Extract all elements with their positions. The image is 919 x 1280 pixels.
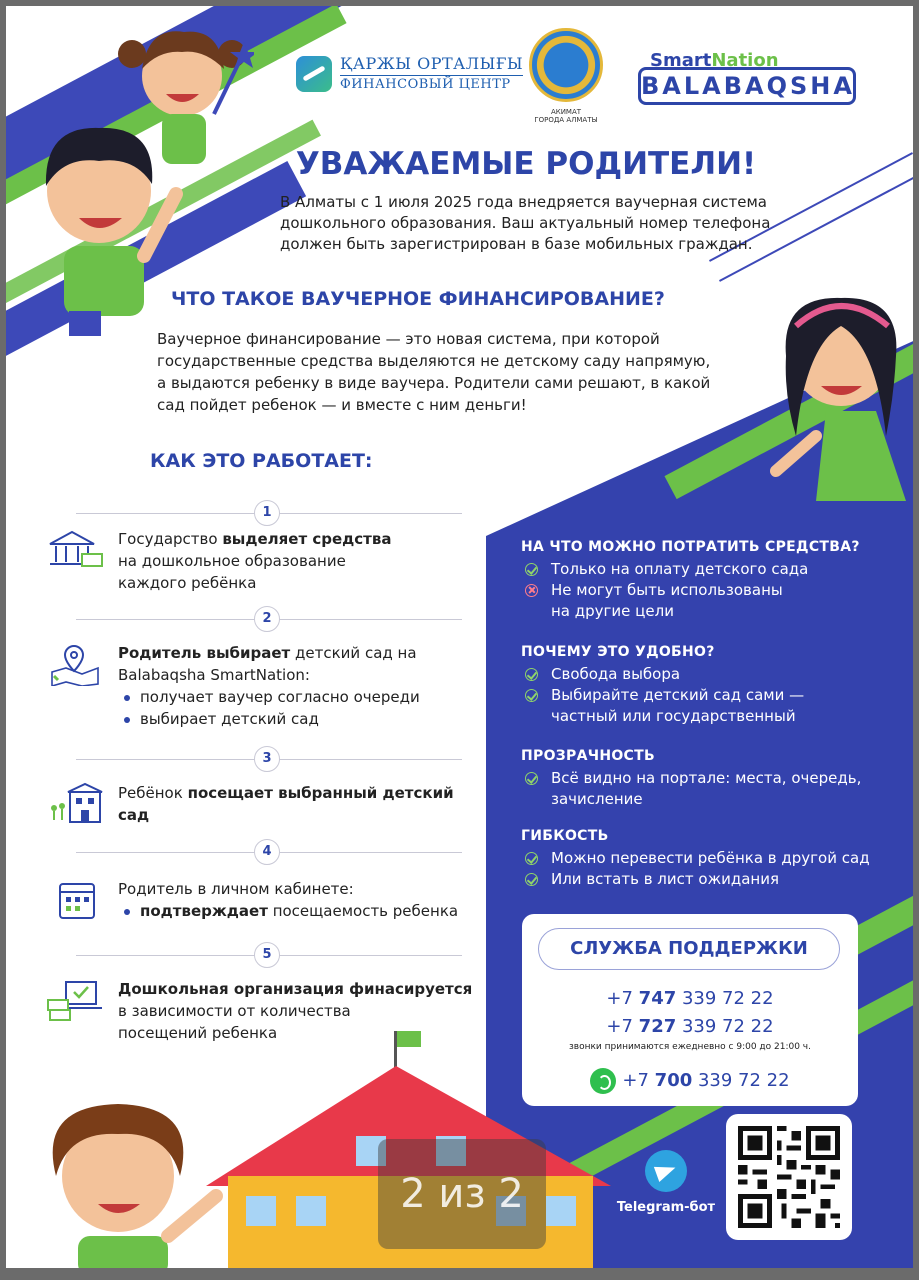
- step-4-bullet-rest: посещаемость ребенка: [267, 902, 459, 920]
- whatsapp-icon: [590, 1068, 616, 1094]
- flex-heading: ГИБКОСТЬ: [521, 828, 609, 844]
- step-5: [46, 978, 486, 1044]
- sn-nation: Nation: [711, 50, 779, 71]
- phone-rest: 339 72 22: [676, 1016, 774, 1037]
- logo-line-ru: ФИНАНСОВЫЙ ЦЕНТР: [340, 75, 523, 92]
- flex-section: [521, 828, 901, 890]
- transparency-section: [521, 748, 901, 810]
- step-3-bold: посещает выбранный детский сад: [118, 784, 454, 824]
- transparency-heading: ПРОЗРАЧНОСТЬ: [521, 748, 655, 764]
- step-4-bullet: [118, 900, 458, 922]
- step-5-bold: Дошкольная организация финасируется: [118, 980, 473, 998]
- check-icon: [525, 668, 538, 681]
- step-number: 3: [254, 746, 280, 772]
- emblem-caption-2: ГОРОДА АЛМАТЫ: [534, 116, 598, 125]
- panel-list-item: [521, 768, 901, 810]
- step-1: [46, 528, 486, 594]
- check-icon: [525, 772, 538, 785]
- what-text: Ваучерное финансирование — это новая система, при которой государственные средства выделяются не детскому саду напрямую, а выдаются ребенку в виде ваучера. Родители сами решают, в какой сад пойдет ребенок — и вместе с ним деньги!: [157, 330, 711, 414]
- phone-prefix: +7: [606, 1016, 639, 1037]
- telegram-bot-link[interactable]: [611, 1150, 721, 1215]
- phone-prefix: +7: [606, 988, 639, 1009]
- page-indicator: 2 из 2: [378, 1139, 546, 1249]
- panel-item-text: Свобода выбора: [551, 665, 681, 683]
- panel-item-text: Выбирайте детский сад сами — частный или государственный: [551, 686, 805, 725]
- money-laptop-icon: [46, 978, 104, 1022]
- call-hours: звонки принимаются ежедневно с 9:00 до 21:00 ч.: [569, 1042, 811, 1052]
- boy-waving-illustration: [24, 106, 184, 336]
- whatsapp-phone-700[interactable]: [522, 1068, 858, 1094]
- qr-code[interactable]: [726, 1114, 852, 1240]
- why-heading: ПОЧЕМУ ЭТО УДОБНО?: [521, 644, 715, 660]
- emblem-caption-1: АКИМАТ: [550, 108, 582, 116]
- spend-heading: НА ЧТО МОЖНО ПОТРАТИТЬ СРЕДСТВА?: [521, 539, 860, 555]
- step-2: [46, 642, 486, 730]
- running-girl-illustration: [766, 286, 913, 526]
- step-3: [46, 782, 486, 826]
- step-2-bullet: выбирает детский сад: [118, 708, 486, 730]
- logo-line-kz: ҚАРЖЫ ОРТАЛЫҒЫ: [340, 54, 524, 74]
- phone-prefix: +7: [622, 1070, 655, 1091]
- step-number: 2: [254, 606, 280, 632]
- panel-item-text: Не могут быть использованы на другие цели: [551, 581, 783, 620]
- check-icon: [525, 563, 538, 576]
- check-icon: [525, 852, 538, 865]
- almaty-akimat-emblem: [527, 28, 605, 125]
- phone-code: 727: [638, 1016, 677, 1037]
- finance-center-logo-icon: [296, 56, 332, 92]
- phone-code: 700: [654, 1070, 693, 1091]
- panel-item-text: Можно перевести ребёнка в другой сад: [551, 849, 870, 867]
- step-1-pre: Государство: [118, 530, 223, 548]
- step-1-post: на дошкольное образование каждого ребёнка: [118, 552, 346, 592]
- panel-list-item: [521, 559, 901, 580]
- step-number: 4: [254, 839, 280, 865]
- telegram-label: Telegram-бот: [616, 1200, 716, 1215]
- panel-list-item: [521, 580, 901, 622]
- panel-list-item: [521, 664, 901, 685]
- finance-center-logo: [296, 56, 523, 92]
- intro-text: В Алматы с 1 июля 2025 года внедряется ваучерная система дошкольного образования. Ваш актуальный номер телефона должен быть зарегистрирован в базе мобильных граждан.: [280, 193, 771, 253]
- step-number: 5: [254, 942, 280, 968]
- panel-item-text: Всё видно на портале: места, очередь, зачисление: [551, 769, 862, 808]
- panel-item-text: Только на оплату детского сада: [551, 560, 809, 578]
- what-heading: ЧТО ТАКОЕ ВАУЧЕРНОЕ ФИНАНСИРОВАНИЕ?: [171, 288, 665, 310]
- why-section: [521, 644, 901, 727]
- poster-page: [6, 6, 913, 1268]
- step-3-pre: Ребёнок: [118, 784, 188, 802]
- school-building-icon: [46, 782, 104, 826]
- almaty-emblem-icon: [529, 28, 603, 102]
- step-4: [46, 878, 486, 922]
- phone-rest: 339 72 22: [692, 1070, 790, 1091]
- step-2-bullet: получает ваучер согласно очереди: [118, 686, 486, 708]
- step-1-bold: выделяет средства: [222, 530, 392, 548]
- panel-list-item: [521, 685, 901, 727]
- step-number: 1: [254, 500, 280, 526]
- smartnation-balabaqsha-logo: [638, 50, 856, 105]
- panel-item-text: Или встать в лист ожидания: [551, 870, 779, 888]
- telegram-icon: [645, 1150, 687, 1192]
- phone-747[interactable]: [522, 988, 858, 1009]
- sn-balabaqsha: BALABAQSHA: [638, 67, 856, 105]
- step-2-bold: Родитель выбирает: [118, 644, 291, 662]
- how-heading: КАК ЭТО РАБОТАЕТ:: [150, 450, 373, 472]
- check-icon: [525, 689, 538, 702]
- check-icon: [525, 873, 538, 886]
- cross-icon: [525, 584, 538, 597]
- panel-list-item: [521, 869, 901, 890]
- step-5-post: в зависимости от количества посещений ребенка: [118, 1002, 351, 1042]
- phone-rest: 339 72 22: [676, 988, 774, 1009]
- phone-727[interactable]: [522, 1016, 858, 1037]
- sn-smart: Smart: [650, 50, 712, 71]
- step-4-bullet-bold: подтверждает: [140, 902, 268, 920]
- panel-list-item: [521, 848, 901, 869]
- qr-code-icon: [738, 1126, 840, 1228]
- step-2-post: детский сад на Balabaqsha SmartNation:: [118, 644, 417, 684]
- bank-icon: [46, 528, 104, 572]
- support-service-button[interactable]: СЛУЖБА ПОДДЕРЖКИ: [538, 928, 840, 970]
- support-card: [522, 914, 858, 1106]
- spend-section: [521, 539, 901, 622]
- calendar-icon: [46, 878, 104, 922]
- curly-kid-illustration: [28, 1086, 228, 1268]
- step-4-pre: Родитель в личном кабинете:: [118, 880, 354, 898]
- page-title: УВАЖАЕМЫЕ РОДИТЕЛИ!: [295, 146, 757, 182]
- map-pin-icon: [46, 642, 104, 686]
- phone-code: 747: [638, 988, 677, 1009]
